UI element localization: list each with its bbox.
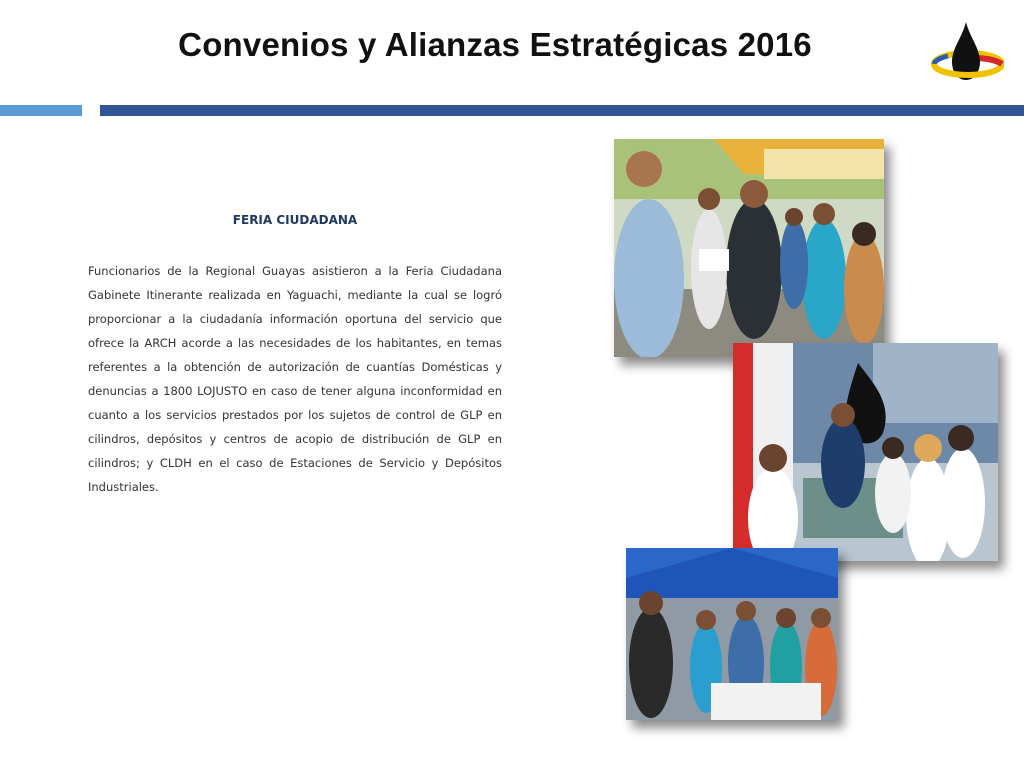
photo-fair-crowd-icon (614, 139, 884, 357)
photo-tent-group (626, 548, 838, 720)
header-accent-bar-dark (100, 105, 1024, 116)
photo-stand-model (733, 343, 998, 561)
section-heading: FERIA CIUDADANA (232, 213, 358, 227)
arch-logo-icon (928, 20, 1004, 86)
page-title: Convenios y Alianzas Estratégicas 2016 (178, 26, 812, 63)
header-accent-bar-light (0, 105, 82, 116)
photo-fair-crowd (614, 139, 884, 357)
photo-stand-model-icon (733, 343, 998, 561)
section-paragraph: Funcionarios de la Regional Guayas asistieron a la Feria Ciudadana Gabinete Itinerante realizada en Yaguachi, mediante la cual se logró proporcionar a la ciudadanía información oportuna del servicio que ofrece la ARCH acorde a las necesidades de los habitantes, en temas referentes a la obtención de autorización de cuantías Domésticas y denuncias a 1800 LOJUSTO en caso de tener alguna inconformidad en cuanto a los servicios prestados por los sujetos de control de GLP en cilindros, depósitos y centros de acopio de distribución de GLP en cilindros; y CLDH en el caso de Estaciones de Servicio y Depósitos Industriales. (88, 264, 502, 494)
photo-tent-group-icon (626, 548, 838, 720)
